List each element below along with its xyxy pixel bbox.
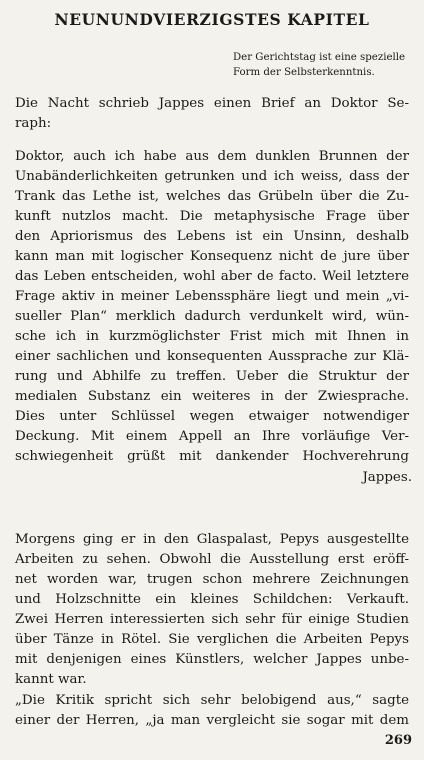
text-line: Die Nacht schrieb Jappes einen Brief an Doktor Se- — [15, 96, 409, 111]
text-line: kannt war. — [15, 672, 87, 687]
text-line: einer der Herren, „ja man vergleicht sie sogar mit dem — [15, 713, 409, 728]
text-line: das Leben entscheiden, wohl aber de facto. Weil letztere — [15, 269, 409, 284]
text-line: Doktor, auch ich habe aus dem dunklen Brunnen der — [15, 149, 409, 164]
text-line: medialen Substanz ein weiteres in der Zwiesprache. — [15, 389, 409, 404]
text-line: Arbeiten zu sehen. Obwohl die Ausstellung erst eröff- — [15, 552, 409, 567]
text-line: einer sachlichen und konsequenten Aussprache zur Klä- — [15, 349, 409, 364]
epigraph-line: Form der Selbsterkenntnis. — [233, 67, 375, 78]
text-line: und Holzschnitte ein kleines Schildchen: Verkauft. — [15, 592, 409, 607]
text-line: Deckung. Mit einem Appell an Ihre vorläufige Ver- — [15, 429, 409, 444]
text-line: den Apriorismus des Lebens ist ein Unsinn, deshalb — [15, 229, 409, 244]
text-line: raph: — [15, 116, 52, 131]
page-number: 269 — [384, 733, 412, 748]
text-line: Zwei Herren interessierten sich sehr für einige Studien — [15, 612, 409, 627]
letter-paragraph — [15, 147, 409, 467]
chapter-title: NEUNUNDVIERZIGSTES KAPITEL — [54, 10, 370, 29]
text-line: Trank das Lethe ist, welches das Grübeln über die Zu- — [15, 189, 409, 204]
text-line: schwiegenheit grüßt mit dankender Hochverehrung — [15, 449, 409, 464]
epigraph-line: Der Gerichtstag ist eine spezielle — [233, 52, 406, 63]
text-line: Dies unter Schlüssel wegen etwaiger notwendiger — [15, 409, 409, 424]
text-line: mit denjenigen eines Künstlers, welcher Jappes unbe- — [15, 652, 409, 667]
letter-signature: Jappes. — [362, 470, 412, 485]
text-line: kann man mit logischer Konsequenz nicht de jure über — [15, 249, 409, 264]
text-line: Morgens ging er in den Glaspalast, Pepys ausgestellte — [15, 532, 409, 547]
text-line: net worden war, trugen schon mehrere Zeichnungen — [15, 572, 409, 587]
text-line: „Die Kritik spricht sich sehr belobigend aus,“ sagte — [15, 693, 409, 708]
text-line: kunft nutzlos macht. Die metaphysische Frage über — [15, 209, 409, 224]
text-line: Frage aktiv in meiner Lebenssphäre liegt und mein „vi- — [15, 289, 409, 304]
text-line: über Tänze in Rötel. Sie verglichen die Arbeiten Pepys — [15, 632, 409, 647]
text-line: rung und Abhilfe zu treffen. Ueber die Struktur der — [15, 369, 409, 384]
text-line: Unabänderlichkeiten getrunken und ich weiss, dass der — [15, 169, 409, 184]
text-line: sche ich in kurzmöglichster Frist mich mit Ihnen in — [15, 329, 409, 344]
intro-paragraph — [15, 94, 409, 134]
dialogue-paragraph — [15, 691, 409, 731]
narrative-paragraph — [15, 530, 409, 690]
text-line: sueller Plan“ merklich dadurch verdunkelt wird, wün- — [15, 309, 409, 324]
epigraph — [233, 50, 408, 80]
